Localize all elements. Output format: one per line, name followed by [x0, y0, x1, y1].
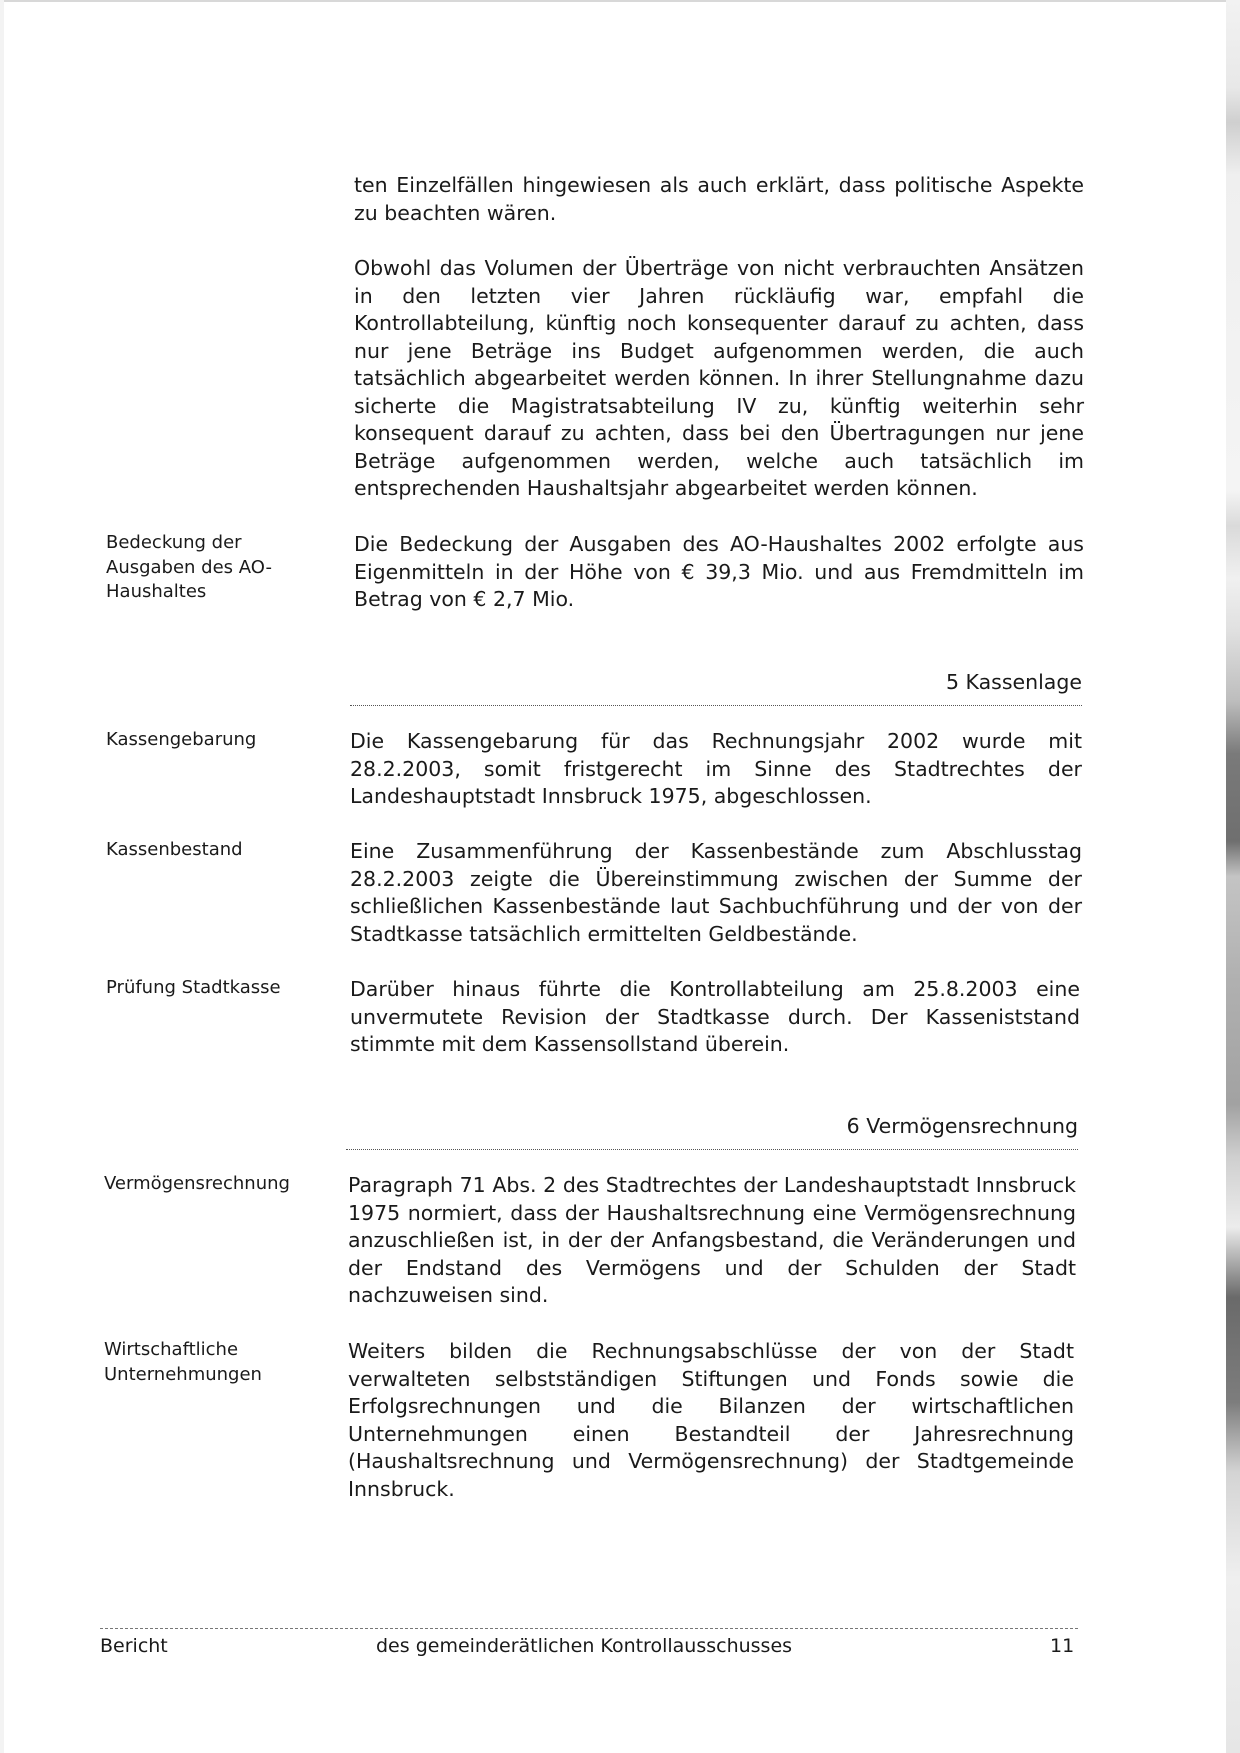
paragraph-vermoegensrechnung: Paragraph 71 Abs. 2 des Stadtrechtes der Landeshauptstadt Innsbruck 1975 normiert, dass der Haushaltsrechnung eine Vermögensrechnung anzuschließen ist, in der der Anfangsbestand, die Veränderungen und der Endstand des Vermögens und der Schulden der Stadt nachzuweisen sind. — [348, 1173, 1076, 1307]
footer-center-text: des gemeinderätlichen Kontrollausschusses — [376, 1635, 793, 1657]
scan-top-edge — [0, 0, 1240, 2]
side-label-kassengebarung: Kassengebarung — [106, 729, 257, 750]
side-label-bedeckung: Bedeckung der Ausgaben des AO-Haushaltes — [106, 532, 272, 602]
paragraph-bedeckung: Die Bedeckung der Ausgaben des AO-Haushaltes 2002 erfolgte aus Eigenmitteln in der Höhe von € 39,3 Mio. und aus Fremdmitteln im Betrag von € 2,7 Mio. — [354, 532, 1084, 611]
side-label-kassenbestand: Kassenbestand — [106, 839, 243, 860]
side-label-vermoegensrechnung: Vermögensrechnung — [104, 1173, 290, 1194]
footer-divider — [100, 1628, 1078, 1629]
paragraph-unternehmungen: Weiters bilden die Rechnungsabschlüsse der von der Stadt verwalteten selbstständigen Stiftungen und Fonds sowie die Erfolgsrechnungen und die Bilanzen der wirtschaftlichen Unternehmungen einen Bestandteil der Jahresrechnung (Haushaltsrechnung und Vermögensrechnung) der Stadtgemeinde Innsbruck. — [348, 1339, 1074, 1501]
paragraph-kassengebarung: Die Kassengebarung für das Rechnungsjahr 2002 wurde mit 28.2.2003, somit fristgerecht im Sinne des Stadtrechtes der Landeshauptstadt Innsbruck 1975, abgeschlossen. — [350, 729, 1082, 808]
scan-left-edge — [0, 0, 4, 1753]
paragraph-uebertraege: Obwohl das Volumen der Überträge von nicht verbrauchten Ansätzen in den letzten vier Jahren rückläufig war, empfahl die Kontrollabteilung, künftig noch konsequenter darauf zu achten, dass nur jene Beträge ins Budget aufgenommen werden, die auch tatsächlich abgearbeitet werden können. In ihrer Stellungnahme dazu sicherte die Magistratsabteilung IV zu, künftig weiterhin sehr konsequent darauf zu achten, dass bei den Übertragungen nur jene Beträge aufgenommen werden, welche auch tatsächlich im entsprechenden Haushaltsjahr abgearbeitet werden können. — [354, 256, 1084, 500]
paragraph-kassenbestand: Eine Zusammenführung der Kassenbestände zum Abschlusstag 28.2.2003 zeigte die Übereinstimmung zwischen der Summe der schließlichen Kassenbestände laut Sachbuchführung und der von der Stadtkasse tatsächlich ermittelten Geldbestände. — [350, 839, 1082, 946]
side-label-pruefung: Prüfung Stadtkasse — [106, 977, 281, 998]
footer-left-text: Bericht — [100, 1635, 168, 1657]
side-label-unternehmungen: Wirtschaftliche Unternehmungen — [104, 1339, 262, 1385]
section-heading-5 — [350, 669, 1082, 706]
page-number: 11 — [1050, 1635, 1075, 1657]
section-heading-6 — [346, 1113, 1078, 1150]
scan-right-edge — [1226, 0, 1240, 1753]
paragraph-continuation: ten Einzelfällen hingewiesen als auch erklärt, dass politische Aspekte zu beachten wären. — [354, 173, 1084, 225]
section-heading-6-text: 6 Vermögensrechnung — [846, 1114, 1078, 1138]
section-heading-5-text: 5 Kassenlage — [945, 670, 1082, 694]
paragraph-pruefung: Darüber hinaus führte die Kontrollabteilung am 25.8.2003 eine unvermutete Revision der Stadtkasse durch. Der Kasseniststand stimmte mit dem Kassensollstand überein. — [350, 977, 1080, 1056]
